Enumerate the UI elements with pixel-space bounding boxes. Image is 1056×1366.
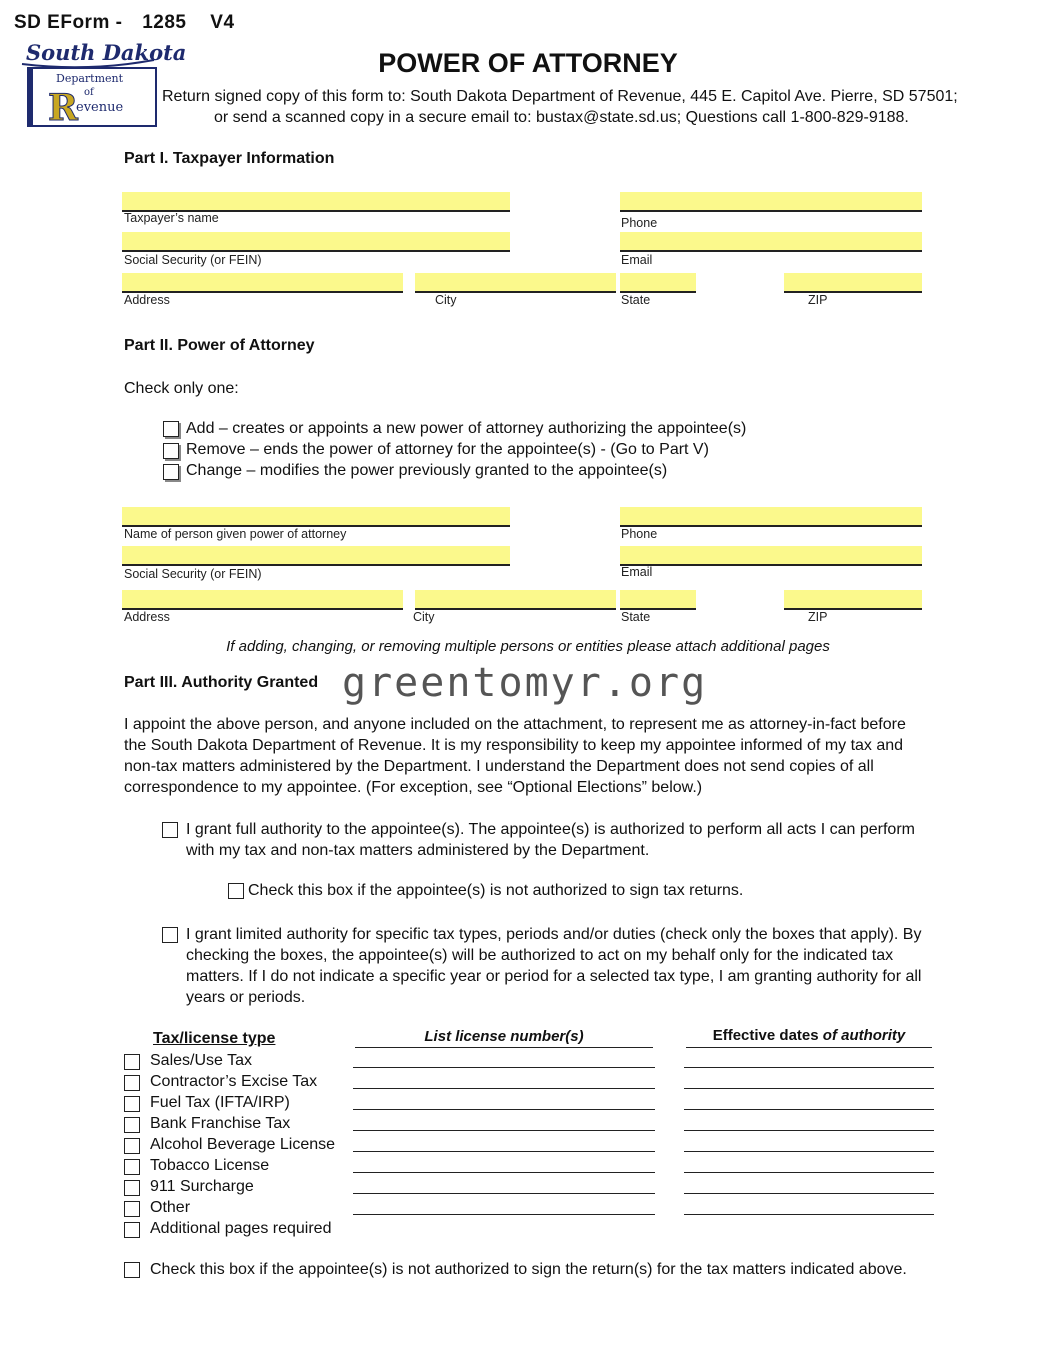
tax-type-label: Fuel Tax (IFTA/IRP)	[150, 1094, 290, 1111]
tax-type-label: Sales/Use Tax	[150, 1052, 252, 1069]
appointee-ssn-label: Social Security (or FEIN)	[124, 567, 262, 581]
no-sign-tax-returns-checkbox[interactable]	[228, 883, 244, 899]
tax-type-label: Contractor’s Excise Tax	[150, 1073, 318, 1090]
taxpayer-zip-label: ZIP	[808, 293, 828, 307]
limited-authority-checkbox[interactable]	[162, 927, 178, 943]
tax-type-checkbox[interactable]	[124, 1201, 140, 1217]
taxpayer-state-label: State	[621, 293, 651, 307]
appointee-zip-label: ZIP	[808, 610, 828, 624]
taxpayer-email-field[interactable]	[620, 232, 922, 252]
appointee-state-field[interactable]	[620, 590, 696, 610]
tax-type-column-header: Tax/license type	[153, 1030, 276, 1047]
taxpayer-city-label: City	[435, 293, 457, 307]
full-authority-line: I grant full authority to the appointee(s). The appointee(s) is authorized to perform all acts I can perform	[186, 821, 915, 838]
svg-text:of: of	[84, 87, 94, 98]
license-number-line[interactable]	[353, 1151, 655, 1152]
full-authority-checkbox[interactable]	[162, 822, 178, 838]
appointee-phone-field[interactable]	[620, 507, 922, 527]
of-authority-label: of authority	[818, 1027, 906, 1044]
no-sign-returns-checkbox[interactable]	[124, 1262, 140, 1278]
license-numbers-column-header: List license number(s)	[424, 1028, 584, 1045]
effective-dates-line[interactable]	[684, 1109, 934, 1110]
limited-authority-line: years or periods.	[186, 989, 306, 1006]
add-checkbox[interactable]	[163, 421, 179, 437]
tax-type-label: Other	[150, 1199, 191, 1216]
taxpayer-address-label: Address	[124, 293, 170, 307]
appointment-paragraph	[124, 714, 944, 798]
full-authority-line: with my tax and non-tax matters administered by the Department.	[186, 842, 650, 859]
license-number-line[interactable]	[353, 1172, 655, 1173]
change-checkbox[interactable]	[163, 464, 179, 480]
no-sign-returns-label: Check this box if the appointee(s) is not authorized to sign the return(s) for the tax matters indicated above.	[150, 1261, 907, 1278]
effective-dates-line[interactable]	[684, 1172, 934, 1173]
license-number-line[interactable]	[353, 1130, 655, 1131]
check-one-instruction: Check only one:	[124, 380, 239, 397]
limited-authority-line: matters. If I do not indicate a specific year or period for a selected tax type, I am granting authority for all	[186, 968, 922, 985]
license-number-line[interactable]	[353, 1193, 655, 1194]
appointee-address-label: Address	[124, 610, 170, 624]
taxpayer-city-field[interactable]	[415, 273, 616, 293]
taxpayer-ssn-field[interactable]	[122, 232, 510, 252]
tax-type-checkbox[interactable]	[124, 1054, 140, 1070]
appointee-ssn-field[interactable]	[122, 546, 510, 566]
watermark: greentomyr.org	[342, 660, 708, 706]
appointee-address-field[interactable]	[122, 590, 403, 610]
appointee-phone-label: Phone	[621, 527, 658, 541]
taxpayer-ssn-label: Social Security (or FEIN)	[124, 253, 262, 267]
return-instructions-line2: or send a scanned copy in a secure email to: bustax@state.sd.us; Questions call 1-800-829-9188.	[214, 109, 909, 126]
appointee-email-field[interactable]	[620, 546, 922, 566]
appointee-zip-field[interactable]	[784, 590, 922, 610]
appointee-name-field[interactable]	[122, 507, 510, 527]
multiple-persons-note: If adding, changing, or removing multiple persons or entities please attach additional pages	[226, 638, 830, 655]
license-number-line[interactable]	[353, 1109, 655, 1110]
appointment-line: correspondence to my appointee. (For exception, see “Optional Elections” below.)	[124, 779, 703, 796]
remove-option-label: Remove – ends the power of attorney for the appointee(s) - (Go to Part V)	[186, 441, 709, 458]
svg-text:R: R	[48, 87, 78, 129]
tax-type-label: Tobacco License	[150, 1157, 270, 1174]
form-number: 1285	[142, 12, 187, 33]
appointment-line: non-tax matters administered by the Department. I understand the Department does not send copies of all	[124, 758, 874, 775]
license-header-underline	[355, 1047, 653, 1048]
taxpayer-zip-field[interactable]	[784, 273, 922, 293]
svg-text:Department: Department	[56, 72, 124, 85]
effective-dates-line[interactable]	[684, 1067, 934, 1068]
tax-type-checkbox[interactable]	[124, 1159, 140, 1175]
license-number-line[interactable]	[353, 1067, 655, 1068]
effective-dates-line[interactable]	[684, 1193, 934, 1194]
part1-heading: Part I. Taxpayer Information	[124, 150, 335, 167]
taxpayer-address-field[interactable]	[122, 273, 403, 293]
limited-authority-line: checking the boxes, the appointee(s) will be authorized to act on my behalf only for the indicated tax	[186, 947, 894, 964]
appointee-city-field[interactable]	[415, 590, 616, 610]
taxpayer-phone-label: Phone	[621, 216, 658, 230]
tax-type-checkbox[interactable]	[124, 1096, 140, 1112]
appointment-line: I appoint the above person, and anyone included on the attachment, to represent me as attorney-in-fact before	[124, 716, 906, 733]
appointee-city-label: City	[413, 610, 435, 624]
effective-dates-line[interactable]	[684, 1151, 934, 1152]
effective-dates-line[interactable]	[684, 1214, 934, 1215]
effective-dates-column-header	[686, 1027, 932, 1044]
taxpayer-phone-field[interactable]	[620, 192, 922, 212]
effective-dates-line[interactable]	[684, 1130, 934, 1131]
svg-text:evenue: evenue	[76, 100, 124, 115]
effective-dates-line[interactable]	[684, 1088, 934, 1089]
add-option-label: Add – creates or appoints a new power of attorney authorizing the appointee(s)	[186, 420, 747, 437]
tax-type-checkbox[interactable]	[124, 1075, 140, 1091]
tax-type-label: 911 Surcharge	[150, 1178, 254, 1195]
taxpayer-name-label: Taxpayer’s name	[124, 211, 219, 225]
license-number-line[interactable]	[353, 1088, 655, 1089]
remove-checkbox[interactable]	[163, 443, 179, 459]
form-prefix: SD EForm -	[14, 12, 123, 33]
change-option-label: Change – modifies the power previously granted to the appointee(s)	[186, 462, 668, 479]
tax-type-checkbox[interactable]	[124, 1180, 140, 1196]
taxpayer-email-label: Email	[621, 253, 653, 267]
license-number-line[interactable]	[353, 1214, 655, 1215]
appointee-state-label: State	[621, 610, 651, 624]
tax-type-label: Additional pages required	[150, 1220, 332, 1237]
form-code	[14, 12, 235, 34]
appointee-name-label: Name of person given power of attorney	[124, 527, 347, 541]
tax-type-label: Alcohol Beverage License	[150, 1136, 336, 1153]
form-version: V4	[210, 12, 235, 33]
limited-authority-text	[186, 924, 966, 1008]
taxpayer-name-field[interactable]	[122, 192, 510, 212]
part2-heading: Part II. Power of Attorney	[124, 337, 315, 354]
no-sign-tax-returns-label: Check this box if the appointee(s) is not authorized to sign tax returns.	[248, 882, 744, 899]
full-authority-text	[186, 819, 966, 861]
appointee-email-label: Email	[621, 565, 653, 579]
tax-type-checkbox[interactable]	[124, 1117, 140, 1133]
tax-type-checkbox[interactable]	[124, 1138, 140, 1154]
part3-heading: Part III. Authority Granted	[124, 674, 319, 691]
page-title: POWER OF ATTORNEY	[378, 48, 678, 78]
return-instructions-line1: Return signed copy of this form to: South Dakota Department of Revenue, 445 E. Capitol Ave. Pierre, SD 57501;	[162, 88, 958, 105]
taxpayer-state-field[interactable]	[620, 273, 696, 293]
dates-header-underline	[686, 1047, 932, 1048]
tax-type-checkbox[interactable]	[124, 1222, 140, 1238]
effective-dates-label: Effective dates	[712, 1027, 819, 1044]
appointment-line: the South Dakota Department of Revenue. It is my responsibility to keep my appointee informed of my tax and	[124, 737, 904, 754]
svg-text:South Dakota: South Dakota	[26, 40, 187, 65]
tax-type-label: Bank Franchise Tax	[150, 1115, 291, 1132]
limited-authority-line: I grant limited authority for specific tax types, periods and/or duties (check only the boxes that apply). By	[186, 926, 922, 943]
